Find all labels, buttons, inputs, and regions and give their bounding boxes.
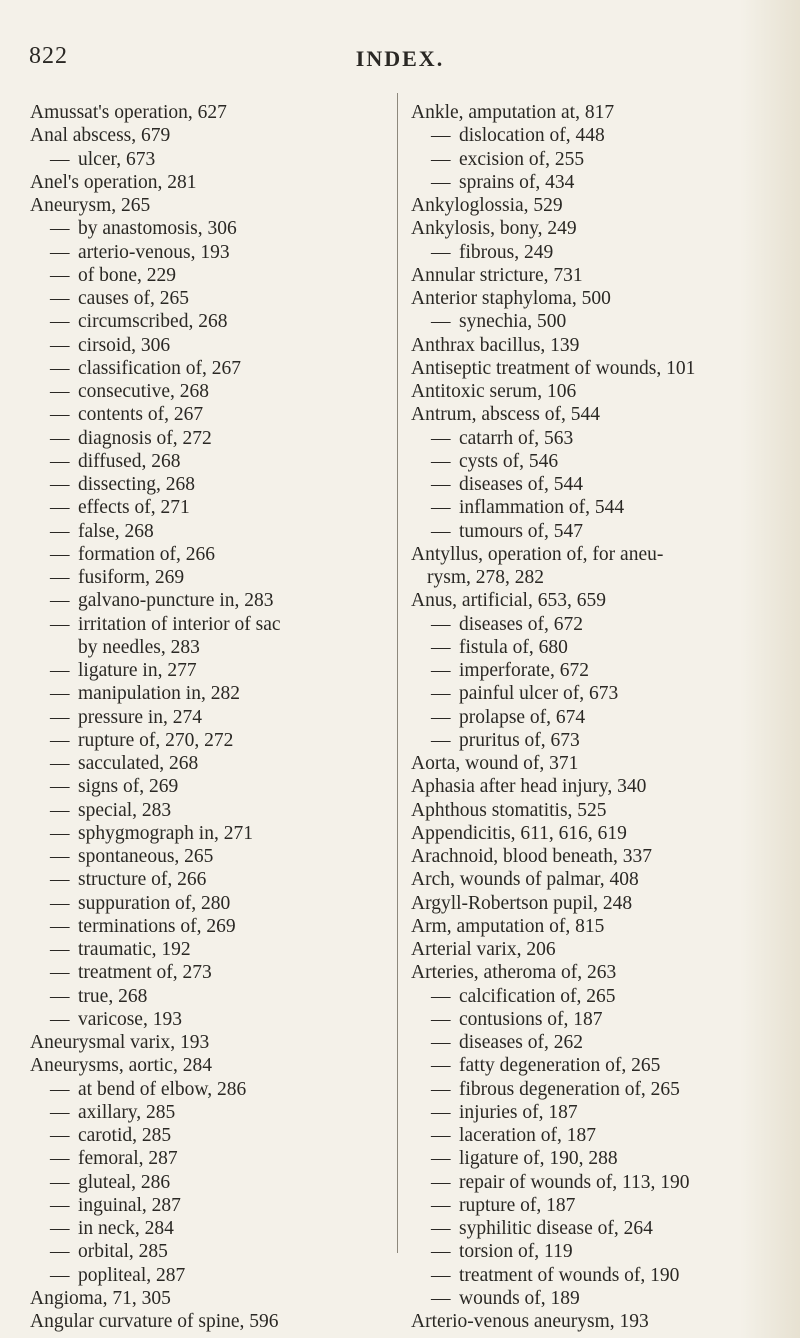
- index-entry-text: Antyllus, operation of, for aneu-: [411, 543, 664, 565]
- index-dash: —: [431, 1055, 451, 1077]
- index-entry-text: fistula of, 680: [459, 636, 568, 658]
- index-entry: [411, 403, 793, 426]
- index-subentry: [30, 287, 390, 310]
- index-dash: —: [431, 1171, 451, 1193]
- index-subentry: [30, 380, 390, 403]
- index-dash: —: [431, 985, 451, 1007]
- index-entry-text: diagnosis of, 272: [78, 427, 212, 449]
- index-dash: —: [50, 939, 70, 960]
- index-dash: —: [431, 1078, 451, 1100]
- index-dash: —: [50, 404, 70, 426]
- index-entry-text: syphilitic disease of, 264: [459, 1218, 653, 1239]
- index-entry-text: Anal abscess, 679: [30, 125, 171, 147]
- index-entry: [411, 845, 793, 868]
- index-entry-text: inguinal, 287: [78, 1194, 181, 1216]
- index-subentry: [30, 682, 390, 705]
- index-entry: [30, 1310, 390, 1333]
- index-entry-text: sprains of, 434: [459, 171, 575, 193]
- index-entry-text: Aphasia after head injury, 340: [411, 776, 647, 798]
- index-subentry: [30, 520, 390, 543]
- index-subentry: [411, 1171, 793, 1194]
- index-dash: —: [50, 915, 70, 937]
- index-entry: [411, 194, 793, 217]
- page-number: 822: [29, 43, 68, 69]
- index-dash: —: [431, 1032, 451, 1053]
- index-entry-text: ligature of, 190, 288: [459, 1148, 618, 1170]
- index-subentry: [411, 148, 793, 171]
- index-entry-text: spontaneous, 265: [78, 846, 214, 867]
- index-entry-text: Aorta, wound of, 371: [411, 753, 579, 774]
- index-subentry: [30, 1008, 390, 1031]
- index-subentry: [30, 217, 390, 240]
- index-entry: [411, 868, 793, 891]
- index-subentry: [30, 799, 390, 822]
- index-dash: —: [431, 1125, 451, 1146]
- index-entry-text: manipulation in, 282: [78, 683, 240, 705]
- index-entry-text: carotid, 285: [78, 1125, 172, 1146]
- index-entry: [30, 171, 390, 194]
- index-entry-text: diseases of, 544: [459, 474, 584, 495]
- index-subentry: [411, 1124, 793, 1147]
- index-dash: —: [50, 822, 70, 844]
- index-entry: [411, 543, 793, 566]
- index-dash: —: [50, 288, 70, 309]
- index-entry-text: wounds of, 189: [459, 1287, 580, 1309]
- index-entry-text: Aphthous stomatitis, 525: [411, 799, 607, 821]
- index-entry-text: treatment of, 273: [78, 962, 212, 984]
- index-entry-text: Annular stricture, 731: [411, 264, 583, 286]
- index-entry-text: diseases of, 262: [459, 1032, 584, 1053]
- index-entry-continuation: [30, 636, 390, 659]
- index-entry-text: painful ulcer of, 673: [459, 683, 619, 705]
- index-entry: [411, 961, 793, 984]
- index-dash: —: [50, 846, 70, 867]
- index-dash: —: [431, 613, 451, 635]
- index-subentry: [411, 729, 793, 752]
- index-dash: —: [431, 1008, 451, 1030]
- index-subentry: [30, 729, 390, 752]
- index-entry-text: Anthrax bacillus, 139: [411, 334, 580, 356]
- index-subentry: [411, 682, 793, 705]
- index-entry-text: formation of, 266: [78, 543, 216, 565]
- index-entry-text: Aneurysms, aortic, 284: [30, 1055, 212, 1077]
- index-subentry: [30, 473, 390, 496]
- index-entry: [411, 264, 793, 287]
- index-entry-text: calcification of, 265: [459, 985, 616, 1007]
- index-dash: —: [50, 683, 70, 705]
- index-dash: —: [431, 311, 451, 333]
- index-subentry: [30, 496, 390, 519]
- index-entry-text: Arm, amputation of, 815: [411, 915, 605, 937]
- index-subentry: [411, 1031, 793, 1054]
- index-subentry: [411, 1217, 793, 1240]
- index-dash: —: [50, 520, 70, 542]
- index-entry-text: cysts of, 546: [459, 450, 559, 472]
- index-entry: [30, 1054, 390, 1077]
- index-entry-text: popliteal, 287: [78, 1264, 186, 1286]
- index-subentry: [411, 171, 793, 194]
- column-divider: [397, 93, 398, 1253]
- index-subentry: [30, 334, 390, 357]
- index-entry-text: Ankle, amputation at, 817: [411, 102, 615, 123]
- index-dash: —: [50, 892, 70, 914]
- index-subentry: [411, 1240, 793, 1263]
- index-entry: [411, 357, 793, 380]
- index-subentry: [30, 775, 390, 798]
- index-subentry: [30, 706, 390, 729]
- index-column-left: [30, 101, 390, 1333]
- index-subentry: [411, 706, 793, 729]
- index-entry: [411, 334, 793, 357]
- index-dash: —: [50, 334, 70, 356]
- index-entry-continuation: [411, 566, 793, 589]
- index-subentry: [30, 427, 390, 450]
- index-entry-text: injuries of, 187: [459, 1101, 578, 1123]
- index-entry-text: by needles, 283: [78, 636, 200, 658]
- index-dash: —: [431, 1148, 451, 1170]
- index-subentry: [411, 520, 793, 543]
- index-subentry: [30, 1217, 390, 1240]
- index-dash: —: [50, 1264, 70, 1286]
- index-subentry: [411, 124, 793, 147]
- index-dash: —: [431, 474, 451, 495]
- index-entry: [411, 1310, 793, 1333]
- index-entry-text: rysm, 278, 282: [427, 567, 544, 588]
- index-dash: —: [50, 1148, 70, 1170]
- index-subentry: [30, 1171, 390, 1194]
- index-subentry: [30, 148, 390, 171]
- index-entry-text: traumatic, 192: [78, 939, 191, 960]
- index-entry: [411, 892, 793, 915]
- index-entry-text: Anterior staphyloma, 500: [411, 288, 611, 309]
- index-dash: —: [50, 427, 70, 449]
- index-entry-text: Aneurysm, 265: [30, 195, 151, 216]
- index-subentry: [411, 1264, 793, 1287]
- index-entry: [30, 101, 390, 124]
- index-entry-text: fibrous, 249: [459, 241, 554, 263]
- index-entry-text: special, 283: [78, 799, 172, 821]
- index-entry-text: synechia, 500: [459, 311, 567, 333]
- index-entry-text: signs of, 269: [78, 776, 179, 798]
- index-subentry: [30, 915, 390, 938]
- index-subentry: [30, 403, 390, 426]
- index-entry-text: orbital, 285: [78, 1241, 168, 1263]
- index-subentry: [30, 752, 390, 775]
- index-dash: —: [50, 1078, 70, 1100]
- index-dash: —: [431, 148, 451, 170]
- index-dash: —: [431, 1264, 451, 1286]
- index-subentry: [30, 985, 390, 1008]
- index-dash: —: [431, 1101, 451, 1123]
- index-dash: —: [431, 1218, 451, 1239]
- index-subentry: [411, 241, 793, 264]
- index-entry-text: causes of, 265: [78, 288, 190, 309]
- index-subentry: [30, 659, 390, 682]
- index-entry-text: treatment of wounds of, 190: [459, 1264, 680, 1286]
- index-subentry: [30, 543, 390, 566]
- index-entry-text: excision of, 255: [459, 148, 585, 170]
- index-subentry: [30, 868, 390, 891]
- index-entry-text: laceration of, 187: [459, 1125, 596, 1146]
- index-dash: —: [50, 543, 70, 565]
- index-dash: —: [431, 125, 451, 147]
- index-subentry: [30, 450, 390, 473]
- index-entry: [411, 915, 793, 938]
- index-dash: —: [431, 729, 451, 751]
- index-entry-text: pressure in, 274: [78, 706, 203, 728]
- index-subentry: [411, 985, 793, 1008]
- index-entry-text: Antiseptic treatment of wounds, 101: [411, 357, 696, 379]
- index-dash: —: [50, 660, 70, 681]
- index-entry: [411, 799, 793, 822]
- index-entry-text: sphygmograph in, 271: [78, 822, 253, 844]
- index-entry-text: classification of, 267: [78, 357, 241, 379]
- index-entry-text: terminations of, 269: [78, 915, 236, 937]
- index-subentry: [30, 241, 390, 264]
- index-entry-text: tumours of, 547: [459, 520, 584, 542]
- index-subentry: [30, 845, 390, 868]
- index-dash: —: [50, 799, 70, 821]
- index-entry-text: inflammation of, 544: [459, 497, 625, 519]
- index-dash: —: [431, 1194, 451, 1216]
- index-entry-text: Ankylosis, bony, 249: [411, 218, 577, 240]
- index-subentry: [411, 1078, 793, 1101]
- index-entry-text: contents of, 267: [78, 404, 204, 426]
- index-dash: —: [50, 450, 70, 472]
- index-dash: —: [431, 450, 451, 472]
- index-subentry: [30, 1147, 390, 1170]
- index-dash: —: [50, 357, 70, 379]
- index-entry-text: diffused, 268: [78, 450, 181, 472]
- index-entry-text: fusiform, 269: [78, 567, 185, 588]
- index-entry-text: at bend of elbow, 286: [78, 1078, 247, 1100]
- index-subentry: [411, 659, 793, 682]
- index-dash: —: [431, 660, 451, 681]
- index-subentry: [411, 310, 793, 333]
- index-subentry: [411, 450, 793, 473]
- index-entry-text: varicose, 193: [78, 1008, 182, 1030]
- index-dash: —: [50, 776, 70, 798]
- index-subentry: [30, 1101, 390, 1124]
- index-subentry: [30, 264, 390, 287]
- index-entry-text: fatty degeneration of, 265: [459, 1055, 661, 1077]
- index-entry-text: rupture of, 270, 272: [78, 729, 234, 751]
- index-subentry: [411, 427, 793, 450]
- index-entry-text: Appendicitis, 611, 616, 619: [411, 822, 627, 844]
- index-subentry: [30, 357, 390, 380]
- index-entry-text: Angular curvature of spine, 596: [30, 1311, 279, 1332]
- index-dash: —: [50, 869, 70, 891]
- index-subentry: [30, 1240, 390, 1263]
- index-entry: [30, 194, 390, 217]
- index-entry-text: suppuration of, 280: [78, 892, 231, 914]
- index-entry-text: femoral, 287: [78, 1148, 178, 1170]
- index-dash: —: [50, 148, 70, 170]
- index-entry-text: structure of, 266: [78, 869, 207, 891]
- index-dash: —: [50, 567, 70, 588]
- index-subentry: [30, 938, 390, 961]
- index-entry-text: of bone, 229: [78, 264, 177, 286]
- index-subentry: [30, 892, 390, 915]
- index-entry-text: Aneurysmal varix, 193: [30, 1032, 210, 1053]
- index-dash: —: [50, 1241, 70, 1263]
- index-dash: —: [50, 497, 70, 519]
- index-subentry: [411, 1054, 793, 1077]
- index-entry: [30, 1287, 390, 1310]
- index-subentry: [30, 1264, 390, 1287]
- index-subentry: [30, 589, 390, 612]
- index-dash: —: [431, 520, 451, 542]
- index-entry: [411, 217, 793, 240]
- index-dash: —: [431, 706, 451, 728]
- index-dash: —: [50, 753, 70, 774]
- index-subentry: [411, 1147, 793, 1170]
- index-entry-text: effects of, 271: [78, 497, 190, 519]
- index-dash: —: [431, 683, 451, 705]
- index-entry-text: Antitoxic serum, 106: [411, 381, 577, 402]
- index-entry-text: by anastomosis, 306: [78, 218, 237, 240]
- index-entry: [411, 589, 793, 612]
- index-entry-text: true, 268: [78, 985, 148, 1007]
- index-subentry: [411, 1101, 793, 1124]
- index-entry: [30, 124, 390, 147]
- index-dash: —: [50, 729, 70, 751]
- index-entry-text: consecutive, 268: [78, 381, 210, 402]
- index-entry-text: pruritus of, 673: [459, 729, 580, 751]
- index-dash: —: [431, 171, 451, 193]
- index-entry-text: prolapse of, 674: [459, 706, 586, 728]
- index-entry-text: sacculated, 268: [78, 753, 199, 774]
- index-entry: [411, 287, 793, 310]
- index-entry-text: diseases of, 672: [459, 613, 584, 635]
- index-dash: —: [50, 381, 70, 402]
- index-entry-text: galvano-puncture in, 283: [78, 590, 274, 612]
- index-dash: —: [50, 706, 70, 728]
- index-entry-text: gluteal, 286: [78, 1171, 171, 1193]
- index-dash: —: [50, 962, 70, 984]
- index-dash: —: [50, 613, 70, 635]
- index-dash: —: [431, 427, 451, 449]
- index-subentry: [411, 473, 793, 496]
- index-entry-text: imperforate, 672: [459, 660, 589, 681]
- index-dash: —: [50, 985, 70, 1007]
- index-entry-text: cirsoid, 306: [78, 334, 171, 356]
- index-dash: —: [431, 241, 451, 263]
- index-dash: —: [50, 311, 70, 333]
- index-entry-text: fibrous degeneration of, 265: [459, 1078, 680, 1100]
- index-entry-text: dissecting, 268: [78, 474, 195, 495]
- index-entry-text: Anus, artificial, 653, 659: [411, 590, 606, 612]
- index-entry-text: contusions of, 187: [459, 1008, 603, 1030]
- index-subentry: [30, 1194, 390, 1217]
- index-entry-text: irritation of interior of sac: [78, 613, 281, 635]
- index-subentry: [30, 566, 390, 589]
- index-dash: —: [431, 1287, 451, 1309]
- index-dash: —: [50, 1101, 70, 1123]
- index-entry-text: in neck, 284: [78, 1218, 174, 1239]
- index-dash: —: [50, 218, 70, 240]
- index-entry: [411, 775, 793, 798]
- index-subentry: [411, 636, 793, 659]
- index-dash: —: [431, 1241, 451, 1263]
- index-entry-text: catarrh of, 563: [459, 427, 574, 449]
- index-dash: —: [50, 264, 70, 286]
- index-subentry: [411, 1008, 793, 1031]
- index-entry: [411, 101, 793, 124]
- index-dash: —: [50, 1194, 70, 1216]
- index-dash: —: [50, 590, 70, 612]
- index-subentry: [30, 1078, 390, 1101]
- index-entry-text: Angioma, 71, 305: [30, 1287, 171, 1309]
- index-entry-text: Arch, wounds of palmar, 408: [411, 869, 639, 891]
- index-entry-text: axillary, 285: [78, 1101, 176, 1123]
- index-dash: —: [431, 636, 451, 658]
- index-entry-text: Antrum, abscess of, 544: [411, 404, 601, 426]
- index-entry-text: Arachnoid, blood beneath, 337: [411, 846, 652, 867]
- index-entry: [30, 1031, 390, 1054]
- index-entry-text: Arterio-venous aneurysm, 193: [411, 1311, 649, 1332]
- index-subentry: [30, 1124, 390, 1147]
- index-entry-text: circumscribed, 268: [78, 311, 228, 333]
- index-entry-text: Anel's operation, 281: [30, 171, 197, 193]
- running-head: INDEX.: [355, 46, 445, 71]
- index-subentry: [30, 822, 390, 845]
- index-dash: —: [50, 1125, 70, 1146]
- index-entry-text: rupture of, 187: [459, 1194, 576, 1216]
- index-entry-text: false, 268: [78, 520, 154, 542]
- index-entry-text: repair of wounds of, 113, 190: [459, 1171, 690, 1193]
- index-entry-text: arterio-venous, 193: [78, 241, 230, 263]
- index-entry-text: ulcer, 673: [78, 148, 156, 170]
- index-entry-text: dislocation of, 448: [459, 125, 605, 147]
- index-subentry: [411, 1287, 793, 1310]
- index-entry-text: ligature in, 277: [78, 660, 197, 681]
- index-entry: [411, 380, 793, 403]
- index-subentry: [30, 961, 390, 984]
- index-dash: —: [50, 241, 70, 263]
- index-subentry: [411, 1194, 793, 1217]
- index-entry: [411, 752, 793, 775]
- index-entry-text: Arteries, atheroma of, 263: [411, 962, 617, 984]
- index-subentry: [411, 496, 793, 519]
- index-dash: —: [50, 1008, 70, 1030]
- index-column-right: [411, 101, 793, 1333]
- index-subentry: [411, 613, 793, 636]
- index-entry: [411, 822, 793, 845]
- index-entry-text: torsion of, 119: [459, 1241, 573, 1263]
- index-dash: —: [431, 497, 451, 519]
- index-entry-text: Ankyloglossia, 529: [411, 195, 563, 216]
- index-entry-text: Argyll-Robertson pupil, 248: [411, 892, 633, 914]
- index-dash: —: [50, 1171, 70, 1193]
- index-subentry: [30, 613, 390, 636]
- index-dash: —: [50, 474, 70, 495]
- index-entry-text: Arterial varix, 206: [411, 939, 556, 960]
- index-subentry: [30, 310, 390, 333]
- index-entry: [411, 938, 793, 961]
- index-dash: —: [50, 1218, 70, 1239]
- index-entry-text: Amussat's operation, 627: [30, 102, 227, 123]
